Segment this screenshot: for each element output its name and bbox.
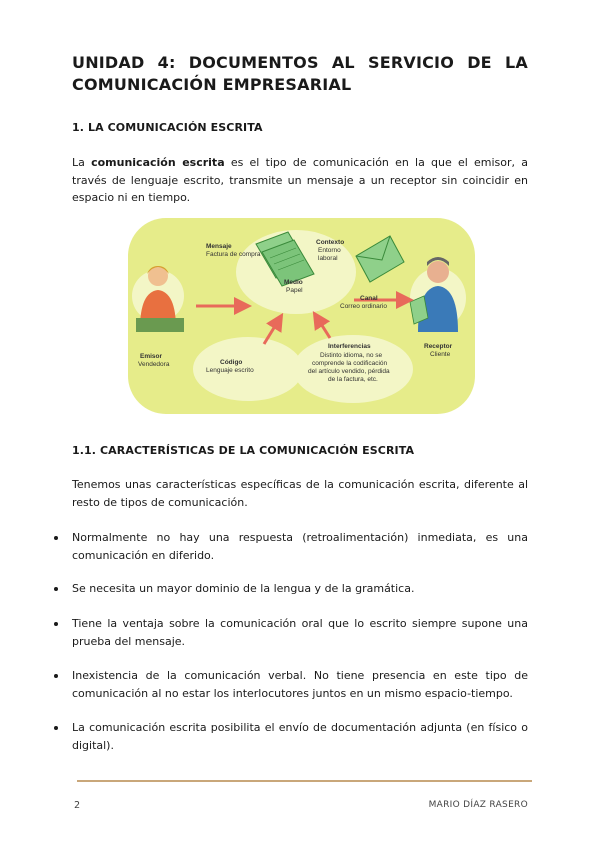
list-item-text: Normalmente no hay una respuesta (retroalimentación) inmediata, es una comunicación en diferido. — [72, 531, 528, 562]
label-interf-line: comprende la codificación — [312, 360, 388, 367]
title-word: SERVICIO — [368, 53, 455, 72]
intro-rest: es el tipo de comunicación en la que el emisor, a través de lenguaje escrito, transmite un mensaje a un receptor sin coincidir en espacio ni en tiempo. — [72, 156, 528, 204]
label-medio: Medio — [284, 279, 303, 286]
label-interf-line: Distinto idioma, no se — [320, 352, 383, 359]
label-canal: Canal — [360, 295, 378, 302]
list-item-text: La comunicación escrita posibilita el envío de documentación adjunta (en físico o digital). — [72, 721, 528, 752]
title-line-2: COMUNICACIÓN EMPRESARIAL — [72, 75, 352, 94]
list-item-text: Se necesita un mayor dominio de la lengua y de la gramática. — [72, 582, 415, 595]
label-interf-line: del artículo vendido, pérdida — [308, 368, 390, 375]
bullet-dot-icon — [54, 674, 58, 678]
footer-author: MARIO DÍAZ RASERO — [428, 800, 528, 810]
label-emisor-sub: Vendedora — [138, 361, 170, 368]
list-item — [72, 667, 528, 702]
label-mensaje: Mensaje — [206, 243, 232, 250]
page-number: 2 — [74, 800, 81, 811]
section11-intro: Tenemos unas características específicas de la comunicación escrita, diferente al resto de tipos de comunicación. — [72, 478, 528, 509]
list-item — [72, 529, 528, 564]
label-contexto-sub2: laboral — [318, 255, 338, 262]
title-line-1 — [72, 52, 528, 74]
label-codigo-sub: Lenguaje escrito — [206, 367, 254, 374]
title-word: UNIDAD — [72, 53, 145, 72]
title-word: AL — [331, 53, 355, 72]
label-mensaje-sub: Factura de compra — [206, 251, 261, 258]
section-heading-1: 1. LA COMUNICACIÓN ESCRITA — [72, 121, 263, 134]
label-codigo: Código — [220, 359, 243, 366]
label-interferencias: Interferencias — [328, 343, 371, 350]
communication-diagram — [128, 214, 475, 416]
title-word: 4: — [157, 53, 176, 72]
document-title — [72, 52, 528, 96]
section-heading-1-1: 1.1. CARACTERÍSTICAS DE LA COMUNICACIÓN ESCRITA — [72, 444, 415, 457]
label-receptor: Receptor — [424, 343, 453, 350]
label-contexto-sub1: Entorno — [318, 247, 341, 254]
bullet-dot-icon — [54, 587, 58, 591]
title-word: DOCUMENTOS — [188, 53, 319, 72]
list-item — [72, 719, 528, 754]
section-intro-paragraph — [72, 154, 528, 207]
title-word: LA — [504, 53, 528, 72]
intro-bold-term: comunicación escrita — [91, 156, 225, 169]
title-word: DE — [467, 53, 492, 72]
label-contexto: Contexto — [316, 239, 345, 246]
footer-divider — [77, 780, 532, 782]
list-item — [72, 615, 528, 650]
label-interf-line: de la factura, etc. — [328, 376, 378, 383]
intro-prefix: La — [72, 156, 92, 169]
list-item-text: Inexistencia de la comunicación verbal. No tiene presencia en este tipo de comunicación al no estar los interlocutores juntos en un mismo espacio-tiempo. — [72, 669, 528, 700]
label-canal-sub: Correo ordinario — [340, 303, 387, 310]
list-item-text: Tiene la ventaja sobre la comunicación oral que lo escrito siempre supone una prueba del mensaje. — [72, 617, 528, 648]
label-receptor-sub: Cliente — [430, 351, 451, 358]
bullet-dot-icon — [54, 622, 58, 626]
list-item — [72, 580, 528, 598]
bullet-dot-icon — [54, 726, 58, 730]
label-medio-sub: Papel — [286, 287, 303, 294]
label-emisor: Emisor — [140, 353, 163, 360]
bullet-dot-icon — [54, 536, 58, 540]
